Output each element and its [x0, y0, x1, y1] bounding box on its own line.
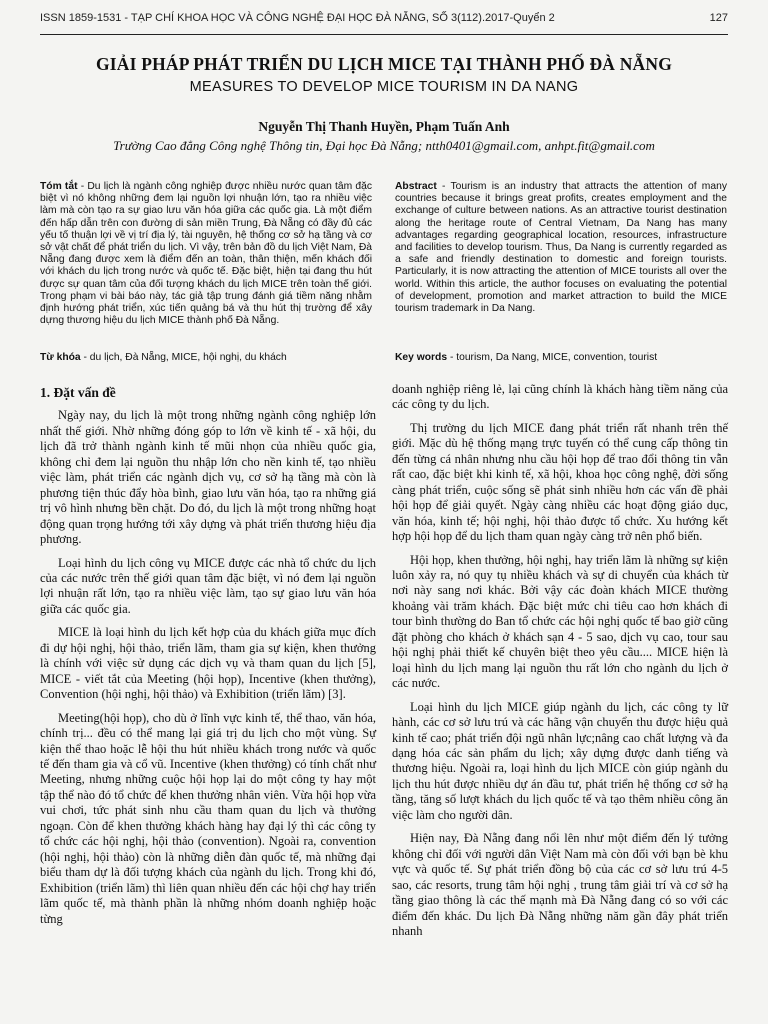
keywords-vi-label: Từ khóa	[40, 352, 81, 363]
abstract-vietnamese	[40, 181, 372, 327]
title-english: MEASURES TO DEVELOP MICE TOURISM IN DA NANG	[189, 79, 579, 95]
abstract-english	[395, 181, 727, 315]
keywords-en-label: Key words	[395, 352, 448, 363]
affiliation: Trường Cao đẳng Công nghệ Thông tin, Đại học Đà Nẵng; ntth0401@gmail.com, anhpt.fit@gmail.com	[113, 138, 655, 153]
journal-info: ISSN 1859-1531 - TẠP CHÍ KHOA HỌC VÀ CÔNG NGHỆ ĐẠI HỌC ĐÀ NẴNG, SỐ 3(112).2017-Quyển 2	[40, 12, 555, 24]
paragraph: MICE là loại hình du lịch kết hợp của du khách giữa mục đích đi dự hội nghị, hội thảo, triển lãm, tham gia sự kiện, khen thưởng là chính với việc sử dụng các dịch vụ và tham quan du lịch [5], MICE - viết tắt của Meeting (hội họp), Incentive (khen thưởng), Convention (hội nghị, hội thảo) và Exhibition (triển lãm) [3].	[40, 625, 376, 702]
paragraph: Loại hình du lịch công vụ MICE được các nhà tổ chức du lịch của các nước trên thế giới quan tâm đặc biệt, vì nó đem lại nguồn lợi nhuận rất lớn, tạo ra nhiều việc làm, tạo sự giao lưu văn hóa giữa các quốc gia.	[40, 555, 376, 616]
keywords-vi-text: - du lịch, Đà Nẵng, MICE, hội nghị, du khách	[80, 352, 287, 363]
keywords-en-text: - tourism, Da Nang, MICE, convention, tourist	[447, 352, 658, 363]
paragraph: doanh nghiệp riêng lẻ, lại cũng chính là khách hàng tiềm năng của các công ty du lịch.	[392, 382, 728, 412]
abstract-en-label: Abstract	[395, 181, 437, 192]
running-header	[40, 12, 728, 35]
section-heading: 1. Đặt vấn đề	[40, 385, 116, 400]
keywords-vietnamese	[40, 352, 372, 365]
paragraph: Loại hình du lịch MICE giúp ngành du lịch, các công ty lữ hành, các cơ sở lưu trú và các hãng vận chuyển thu được hiệu quả kinh tế cao; phát triển đội ngũ nhân lực;nâng cao chất lượng và đa dạng hóa các sản phẩm du lịch; xây dựng được danh tiếng và thương hiệu. Ngoài ra, loại hình du lịch MICE còn giúp ngành du lịch thu hút được nhiều dự án đầu tư, phát triển hệ thống cơ sở hạ tầng, tăng số lượt khách du lịch quốc tế và tạo thêm nhiều công ăn việc làm cho người dân.	[392, 699, 728, 822]
title-vietnamese: GIẢI PHÁP PHÁT TRIỂN DU LỊCH MICE TẠI THÀNH PHỐ ĐÀ NẴNG	[95, 54, 673, 74]
paragraph: Thị trường du lịch MICE đang phát triển rất nhanh trên thế giới. Mặc dù hệ thống mạng trực tuyến có thể cung cấp thông tin đến từng cá nhân nhưng nhu cầu hội họp để trao đổi thông tin vẫn rất cao, đặc biệt khi kinh tế, xã hội, khoa học công nghệ, đời sống càng phát triển, cuộc sống sẽ phát sinh nhiều hơn các vấn đề phải hội họp để giải quyết. Ngày càng nhiều các hoạt động giáo dục, văn hóa, kinh tế; hội nghị, hội thảo được tổ chức. Xu hướng kết hợp hội họp để du lịch tham quan ngày càng trở nên phổ biến.	[392, 420, 728, 544]
body-column-right	[392, 382, 728, 947]
paragraph: Ngày nay, du lịch là một trong những ngành công nghiệp lớn nhất thế giới. Nhờ những đóng góp to lớn về kinh tế - xã hội, du lịch đã trở thành ngành kinh tế mũi nhọn của nhiều quốc gia, không chỉ đem lại nguồn thu nhập lớn cho nền kinh tế, tạo nhiều việc làm, phát triển các ngành dịch vụ, cơ sở hạ tầng mà còn là phương tiện thúc đẩy hòa bình, giao lưu văn hóa, tạo ra những giá trị vô hình nhưng bền chặt. Do đó, du lịch là một trong những hoạt động quan trọng hướng tới xây dựng và phát triển thương hiệu địa phương.	[40, 408, 376, 547]
abstract-en-text: - Tourism is an industry that attracts the attention of many countries because it brings great profits, creates employment and the exchange of culture between nations. As an attractive tourist destination along the heritage route of Central Vietnam, Da Nang has many advantages regarding geographical location, resources, infrastructure and facilities to develop tourism. Thus, Da Nang is currently regarded as a safe and friendly destination to domestic and foreign tourists. Particularly, it is now attracting the attention of MICE tourists all over the world. Within this article, the author focuses on evaluating the potential of development, promotion and market attraction to build the MICE tourism trademark in Da Nang.	[395, 181, 727, 315]
paragraph: Meeting(hội họp), cho dù ở lĩnh vực kinh tế, thể thao, văn hóa, chính trị... đều có thể mang lại giá trị du lịch cho một vùng. Sự kiện thể thao hoặc lễ hội thu hút nhiều khách trong nước và quốc tế đến tham gia và cổ vũ. Incentive (khen thưởng) có tính chất như Meeting, nhưng những cuộc hội họp lại do một công ty hay một tập thể nào đó tổ chức để khen thưởng nhân viên. Vừa hội họp vừa vui chơi, tức phát sinh nhu cầu tham quan du lịch và thưởng ngoạn. Còn để khen thưởng khách hàng hay đại lý thì các công ty tổ chức các hội nghị, hội thảo (convention). Ngoài ra, convention (hội nghị, hội thảo) còn là những diễn đàn quốc tế, mà những đại biểu tham dự là đối tượng khách của ngành du lịch. Trong khi đó, Exhibition (triển lãm) thì liên quan nhiều đến các hội chợ hay triển lãm quốc tế, mà thành phần là những nhóm doanh nghiệp hoặc từng	[40, 710, 376, 926]
paragraph: Hội họp, khen thưởng, hội nghị, hay triển lãm là những sự kiện luôn xảy ra, nó quy tụ nhiều khách và sự di chuyển của khách từ nơi này sang nơi khác. Bởi vậy các đoàn khách MICE thường khoảng vài trăm khách. Đặc biệt mức chi tiêu cao hơn khách đi tour bình thường do Ban tổ chức các hội nghị quốc tế bao giờ cũng đặt phòng cho khách ở khách sạn 4 - 5 sao, dịch vụ cao, tour sau hội nghị phải thiết kế chuyên biệt theo yêu cầu.... MICE hiện là loại hình du lịch mang lại nguồn thu rất lớn cho ngành du lịch ở các nước.	[392, 552, 728, 691]
page-number: 127	[709, 12, 728, 24]
abstract-vi-text: - Du lịch là ngành công nghiệp được nhiều nước quan tâm đặc biệt vì nó không những đem lại nguồn lợi nhuận lớn, tạo ra nhiều việc làm mà còn tạo ra sự giao lưu văn hóa giữa các quốc gia. Là một điểm đến hấp dẫn trên con đường di sản miền Trung, Đà Nẵng có đầy đủ các yếu tố thuận lợi về vị trí địa lý, tài nguyên, hệ thống cơ sở hạ tầng và cơ sở vật chất để phát triển du lịch. Vì vậy, trên bản đồ du lịch Việt Nam, Đà Nẵng đang được xem là điểm đến an toàn, thân thiện, mến khách đối với khách du lịch trong nước và quốc tế. Đặc biệt, hiện tại đang thu hút được sự quan tâm của đối tượng khách du lịch MICE trên toàn thế giới. Trong phạm vi bài báo này, tác giả tập trung đánh giá tiềm năng nhằm định hướng phát triển, xúc tiến quảng bá và thu hút thị trường để xây dựng thương hiệu du lịch MICE thành phố Đà Nẵng.	[40, 181, 372, 327]
authors: Nguyễn Thị Thanh Huyền, Phạm Tuấn Anh	[258, 119, 510, 134]
body-column-left	[40, 385, 376, 935]
keywords-english	[395, 352, 727, 365]
paragraph: Hiện nay, Đà Nẵng đang nổi lên như một điểm đến lý tưởng không chỉ đối với người dân Việt Nam mà còn đối với bạn bè khu vực và quốc tế. Sự phát triển đồng bộ của các cơ sở lưu trú 4-5 sao, các resorts, trung tâm hội nghị , trung tâm giải trí và cơ sở hạ tầng giao thông là các thế mạnh mà Đà Nẵng đang có so với các điểm đến khác. Du lịch Đà Nẵng những năm gần đây phát triển nhanh	[392, 831, 728, 938]
abstract-vi-label: Tóm tắt	[40, 181, 78, 192]
